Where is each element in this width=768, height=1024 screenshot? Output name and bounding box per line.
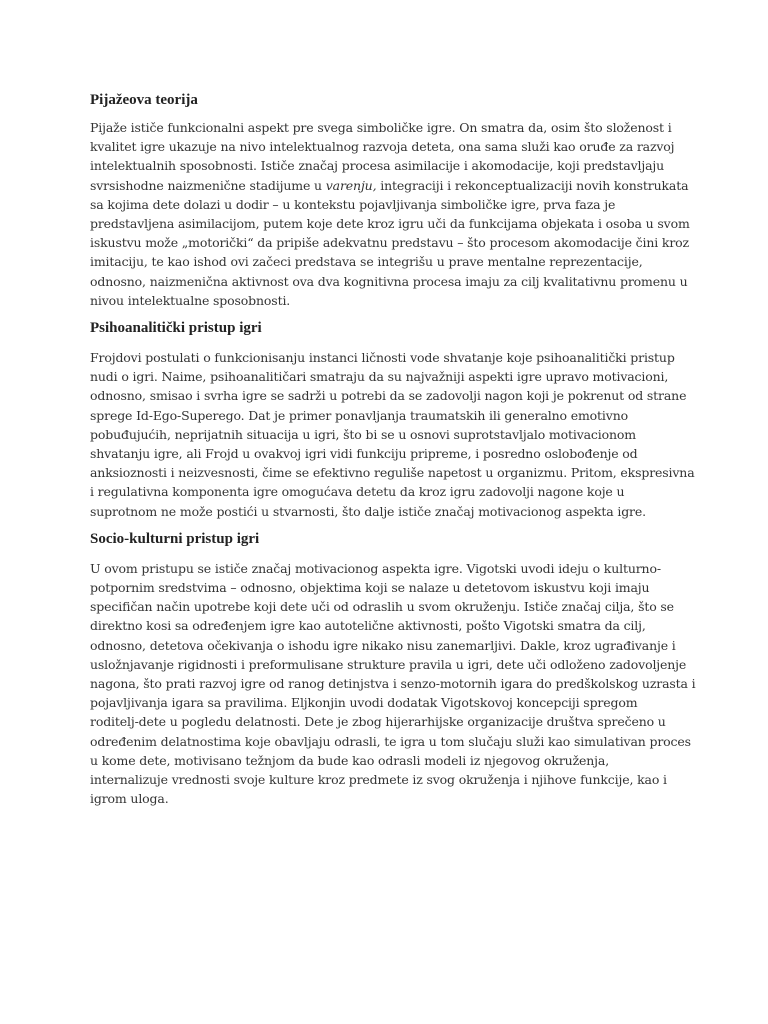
text-line: odnosno, naizmenična aktivnost ova dva kognitivna procesa imaju za cilj kvalitativnu promenu u [90,273,688,289]
text-line: suprotnom ne može postići u stvarnosti, što dalje ističe značaj motivacionog aspekta igre. [90,503,646,519]
text-line: anksioznosti i neizvesnosti, čime se efektivno reguliše napetost u organizmu. Pritom, ekspresivna [90,465,695,481]
text-line: nagona, što prati razvoj igre od ranog detinjstva i senzo-motornih igara do predškolskog uzrasta i [90,676,696,692]
text-line: Pijaže ističe funkcionalni aspekt pre svega simboličke igre. On smatra da, osim što složenost i [90,120,672,135]
text-line: predstavljena asimilacijom, putem koje dete kroz igru uči da funkcijama objekata i osoba u svom [90,216,690,232]
section-title: Socio-kulturni pristup igri [90,530,260,547]
text-line: određenim delatnostima koje obavljaju odrasli, te igra u tom slučaju služi kao simulativan proces [90,733,691,749]
text-line: nudi o igri. Naime, psihoanalitičari smatraju da su najvažniji aspekti igre upravo motivacioni, [90,369,669,385]
section-title: Psihoanalitički pristup igri [90,320,262,337]
text-line: u kome dete, motivisano težnjom da bude kao odrasli modeli iz njegovog okruženja, [90,752,610,768]
text-line: intelektualnih sposobnosti. Ističe značaj procesa asimilacije i akomodacije, koji predstavljaju [90,158,665,174]
text-line: U ovom pristupu se ističe značaj motivacionog aspekta igre. Vigotski uvodi ideju o kulturno- [90,560,661,576]
section-title: Pijažeova teorija [90,92,198,108]
text-line: pojavljivanja igara sa pravilima. Eljkonjin uvodi dodatak Vigotskovoj koncepciji spregom [90,695,638,711]
text-line: usložnjavanje rigidnosti i preformulisane strukture pravila u igri, dete uči odloženo zadovoljenje [90,656,687,672]
text-line: roditelj-dete u pogledu delatnosti. Dete je zbog hijerarhijske organizacije društva sprečeno u [90,714,666,730]
text-line: internalizuje vrednosti svoje kulture kroz predmete iz svog okruženja i njihove funkcije, kao i [90,772,667,788]
section-paragraph [90,348,695,521]
text-line: Frojdovi postulati o funkcionisanju instanci ličnosti vode shvatanje koje psihoanalitički pristup [90,350,675,366]
text-line: i regulativna komponenta igre omogućava detetu da kroz igru zadovolji nagone koje u [90,484,625,500]
section-paragraph [90,118,690,310]
italic-word: varenju, [325,177,377,193]
text-line: nivou intelektualne sposobnosti. [90,292,291,308]
text-line: specifičan način upotrebe koji dete uči od odraslih u svom okruženju. Ističe značaj cilja, što se [90,599,674,615]
text-line: igrom uloga. [90,791,169,807]
text-line: sa kojima dete dolazi u dodir – u kontekstu pojavljivanja simboličke igre, prva faza je [90,196,616,212]
text-line: iskustvu može „motorički“ da pripiše adekvatnu predstavu – što procesom akomodacije čini kroz [90,235,689,251]
text-line: kvalitet igre ukazuje na nivo intelektualnog razvoja deteta, ona sama služi kao oruđe za razvoj [90,139,675,155]
text-line: shvatanju igre, ali Frojd u ovakvoj igri vidi funkciju pripreme, i posredno oslobođenje od [90,446,638,462]
text-line: potpornim sredstvima – odnosno, objektima koji se nalaze u detetovom iskustvu koji imaju [90,580,650,596]
document-page [90,90,696,809]
text-line: odnosno, detetova očekivanja o ishodu igre nikako nisu zanemarljivi. Dakle, kroz ugrađivanje i [90,637,676,653]
text-line: svrsishodne naizmenične stadijume u varenju, integraciji i rekonceptualizaciji novih konstrukata [90,177,689,193]
text-line: direktno kosi sa određenjem igre kao autotelične aktivnosti, pošto Vigotski smatra da cilj, [90,618,646,634]
section-paragraph [90,559,696,809]
text-line: imitaciju, te kao ishod ovi začeci predstava se integrišu u prave mentalne reprezentacije, [90,254,643,270]
text-line: pobuđujućih, neprijatnih situacija u igri, što bi se u osnovi suprotstavljalo motivacionom [90,426,636,442]
text-line: sprege Id-Ego-Superego. Dat je primer ponavljanja traumatskih ili generalno emotivno [90,407,628,423]
text-line: odnosno, smisao i svrha igre se sadrži u potrebi da se zadovolji nagon koji je pokrenut od strane [90,388,687,404]
